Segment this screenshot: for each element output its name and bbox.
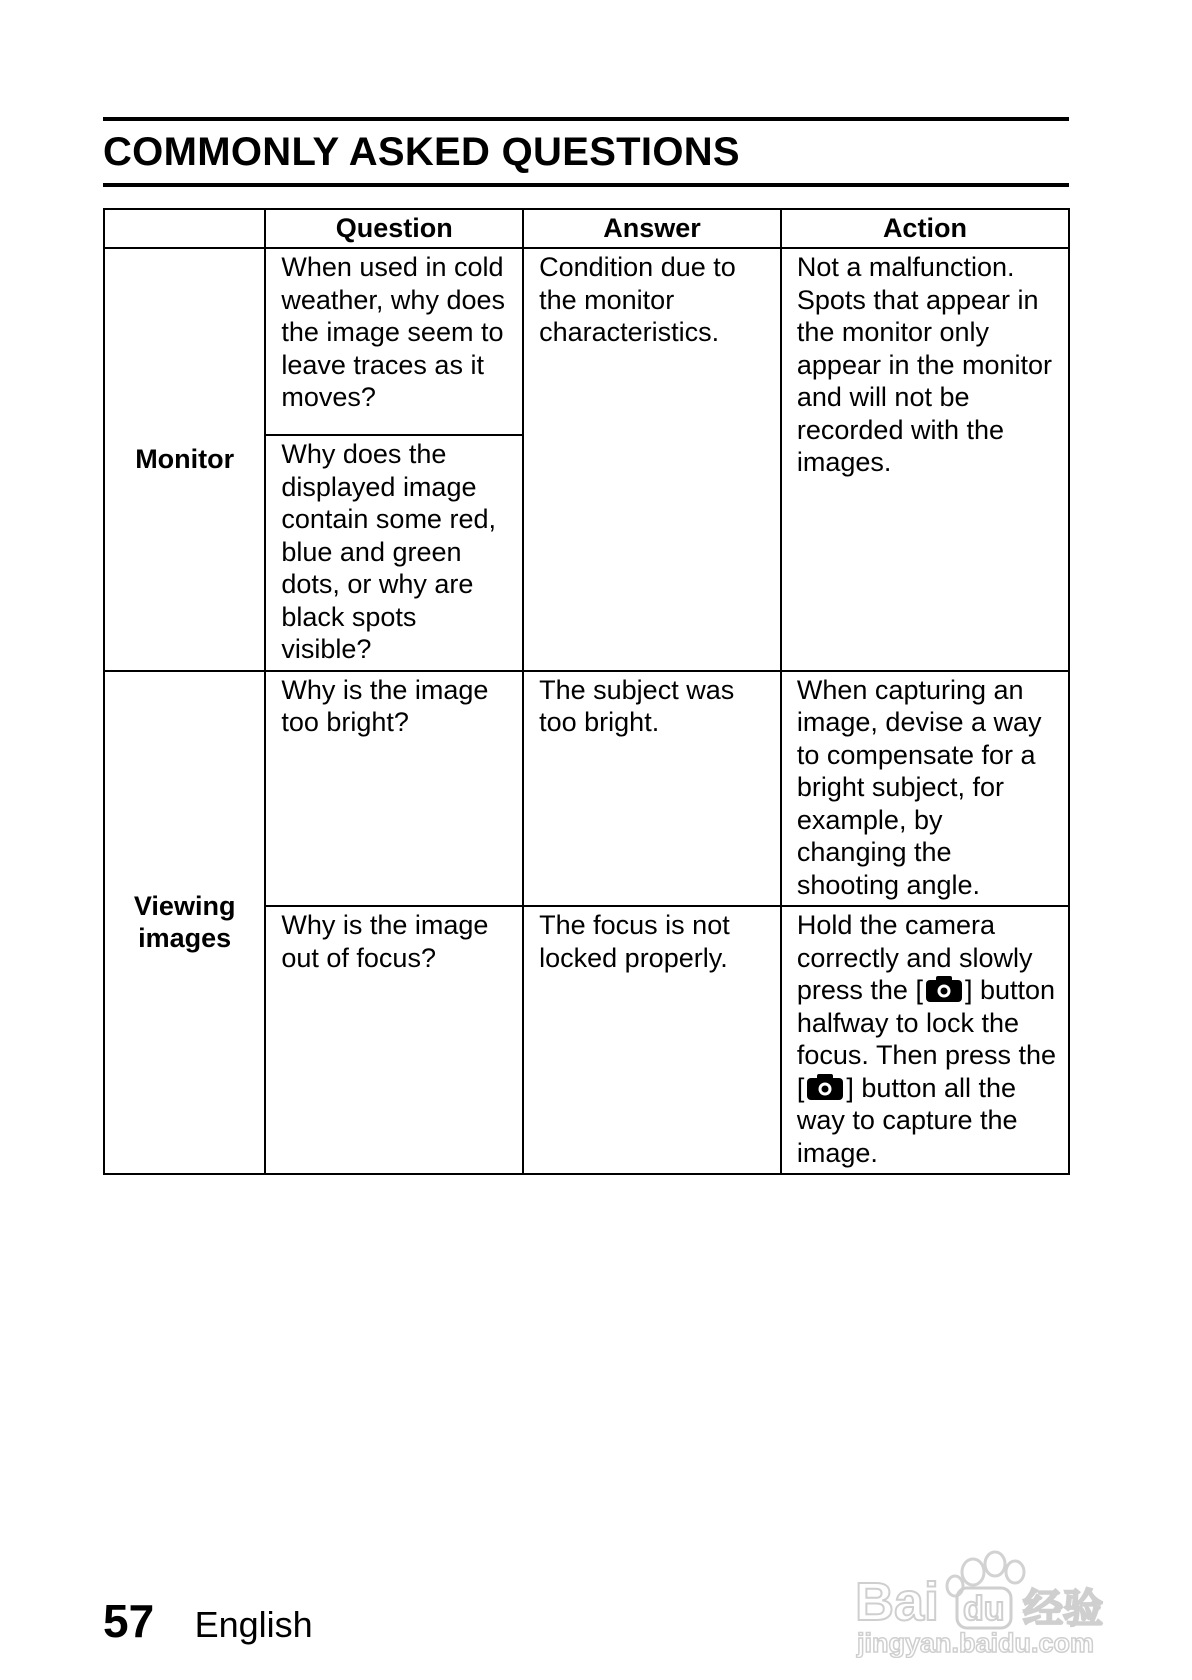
question-cell: Why is the image out of focus? — [265, 906, 523, 1174]
page-footer — [103, 1596, 313, 1658]
svg-text:du: du — [963, 1590, 1005, 1628]
category-viewing-images: Viewing images — [104, 671, 265, 1175]
header-category — [104, 209, 265, 248]
action-text: ] button all the way to capture the image. — [796, 1072, 1018, 1168]
question-cell: When used in cold weather, why does the image seem to leave traces as it moves? — [265, 248, 523, 435]
page-number: 57 — [103, 1595, 155, 1647]
question-cell: Why is the image too bright? — [265, 671, 523, 907]
header-question: Question — [265, 209, 523, 248]
camera-icon — [806, 1073, 844, 1101]
answer-cell: The subject was too bright. — [523, 671, 781, 907]
svg-text:jingyan.baidu.com: jingyan.baidu.com — [857, 1628, 1095, 1658]
action-text: Hold the camera correctly and slowly press the [ — [796, 910, 1033, 1005]
faq-table — [103, 208, 1070, 1175]
question-cell: Why does the displayed image contain some red, blue and green dots, or why are black spots visible? — [265, 435, 523, 671]
page-title: COMMONLY ASKED QUESTIONS — [103, 130, 740, 174]
svg-text:经验: 经验 — [1023, 1586, 1103, 1632]
answer-cell: Condition due to the monitor characteristics. — [523, 248, 781, 671]
table-row — [104, 248, 1069, 435]
table-row — [104, 671, 1069, 907]
svg-text:Bai: Bai — [855, 1572, 940, 1632]
page-language: English — [194, 1604, 313, 1645]
baidu-watermark — [855, 1528, 1135, 1658]
title-bottom-rule — [103, 183, 1069, 187]
header-answer: Answer — [523, 209, 781, 248]
category-monitor: Monitor — [104, 248, 265, 671]
title-top-rule — [103, 117, 1069, 121]
action-cell: Not a malfunction. Spots that appear in the monitor only appear in the monitor and will not be recorded with the images. — [781, 248, 1069, 671]
header-row — [104, 209, 1069, 248]
answer-cell: The focus is not locked properly. — [523, 906, 781, 1174]
action-cell: When capturing an image, devise a way to compensate for a bright subject, for example, by changing the shooting angle. — [781, 671, 1069, 907]
camera-icon — [925, 975, 963, 1003]
action-cell — [781, 906, 1069, 1174]
header-action: Action — [781, 209, 1069, 248]
action-text: ] button halfway to lock the focus. Then press the [ — [796, 975, 1057, 1103]
